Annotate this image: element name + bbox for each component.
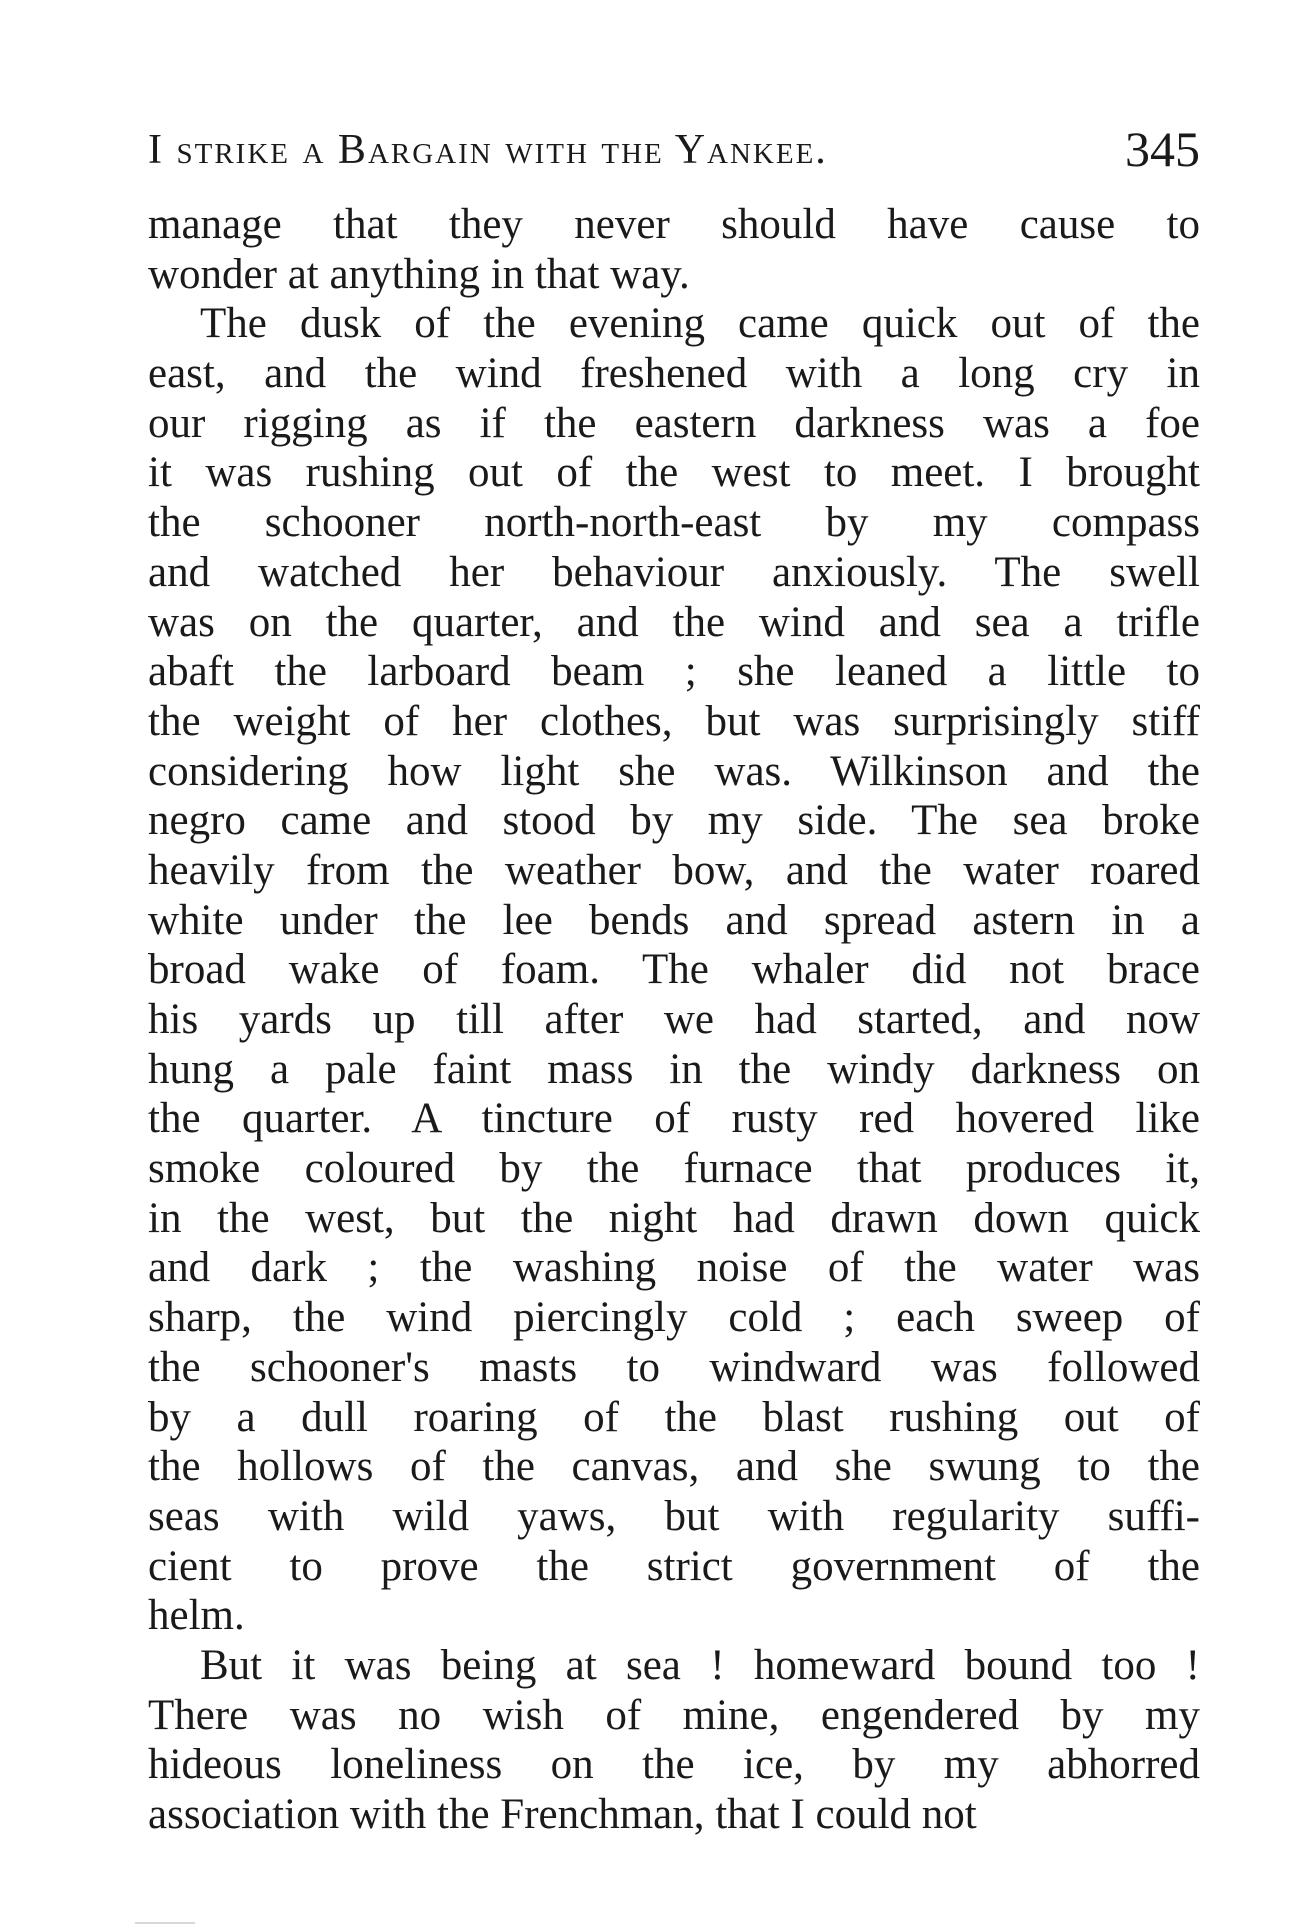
- text-line: east, and the wind freshened with a long cry in: [148, 350, 1200, 398]
- paragraph: [148, 1641, 1200, 1840]
- text-line: and dark ; the washing noise of the water was: [148, 1244, 1200, 1292]
- text-line: the schooner's masts to windward was followed: [148, 1343, 1200, 1391]
- text-line: and watched her behaviour anxiously. The swell: [148, 548, 1200, 596]
- text-line: association with the Frenchman, that I could not: [148, 1791, 977, 1838]
- text-line: by a dull roaring of the blast rushing out of: [148, 1393, 1200, 1441]
- text-line: negro came and stood by my side. The sea broke: [148, 797, 1200, 845]
- text-line: heavily from the weather bow, and the water roared: [148, 846, 1200, 894]
- text-line: cient to prove the strict government of the: [148, 1542, 1200, 1590]
- text-line: the quarter. A tincture of rusty red hovered like: [148, 1095, 1200, 1143]
- body-text: [148, 200, 1200, 1840]
- text-line: wonder at anything in that way.: [148, 250, 690, 298]
- text-line: smoke coloured by the furnace that produces it,: [148, 1145, 1200, 1193]
- text-line: hung a pale faint mass in the windy darkness on: [148, 1045, 1200, 1093]
- text-line: There was no wish of mine, engendered by my: [148, 1691, 1200, 1739]
- paragraph: [148, 200, 1200, 299]
- text-line: his yards up till after we had started, and now: [148, 996, 1200, 1043]
- text-line: in the west, but the night had drawn down quick: [148, 1194, 1200, 1242]
- paragraph: [148, 299, 1200, 1641]
- text-line: sharp, the wind piercingly cold ; each sweep of: [148, 1294, 1200, 1342]
- running-head: [148, 104, 1200, 177]
- text-line: white under the lee bends and spread astern in a: [148, 896, 1200, 944]
- text-line: considering how light she was. Wilkinson and the: [148, 747, 1200, 795]
- text-line: our rigging as if the eastern darkness was a foe: [148, 399, 1200, 447]
- text-line: manage that they never should have cause to: [148, 201, 1200, 248]
- page-number: 345: [1125, 121, 1200, 177]
- print-smudge: [135, 1922, 195, 1924]
- text-line: broad wake of foam. The whaler did not brace: [148, 946, 1200, 994]
- text-line: hideous loneliness on the ice, by my abhorred: [148, 1741, 1200, 1789]
- book-page: [148, 0, 1200, 1932]
- text-line: the hollows of the canvas, and she swung to the: [148, 1443, 1200, 1491]
- text-line: the schooner north-north-east by my compass: [148, 499, 1200, 547]
- text-line: seas with wild yaws, but with regularity suffi-: [148, 1492, 1200, 1540]
- text-line: the weight of her clothes, but was surprisingly stiff: [148, 697, 1200, 745]
- text-line: it was rushing out of the west to meet. I brought: [148, 449, 1200, 497]
- text-line: abaft the larboard beam ; she leaned a little to: [148, 648, 1200, 696]
- running-title: I strike a Bargain with the Yankee.: [148, 127, 828, 173]
- text-line: The dusk of the evening came quick out of the: [200, 300, 1200, 348]
- text-line: helm.: [148, 1592, 245, 1640]
- text-line: was on the quarter, and the wind and sea a trifle: [148, 598, 1200, 646]
- text-line: But it was being at sea ! homeward bound too !: [200, 1641, 1200, 1689]
